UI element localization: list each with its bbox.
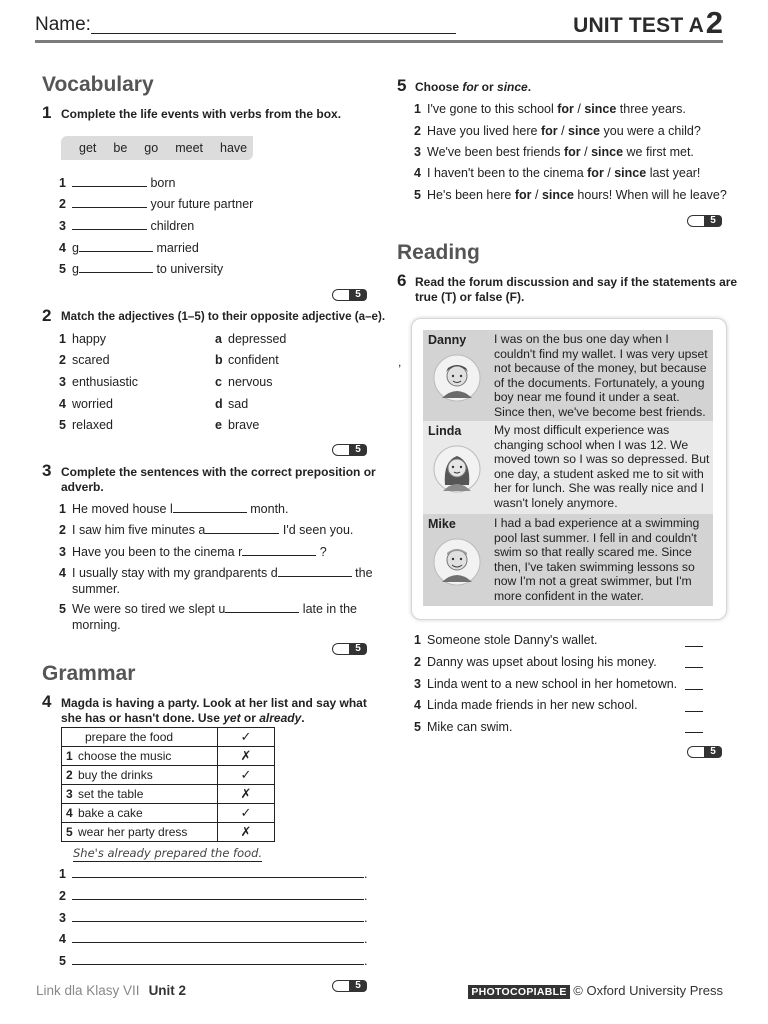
footer-series: Link dla Klasy VII Unit 2	[36, 983, 187, 998]
task3-item: 2 I saw him five minutes a I'd seen you.	[59, 523, 354, 537]
task6-instruction: Read the forum discussion and say if the statements are true (T) or false (F).	[415, 275, 738, 304]
answer-blank[interactable]	[205, 523, 279, 534]
task2-instruction: Match the adjectives (1–5) to their opposite adjective (a–e).	[61, 310, 386, 323]
party-list-table	[61, 727, 275, 842]
answer-line-row: 1 .	[59, 867, 368, 881]
word-box	[61, 136, 253, 160]
answer-blank[interactable]	[72, 867, 364, 878]
table-row: 4 bake a cake ✓	[62, 804, 275, 823]
stray-mark: ,	[398, 355, 402, 369]
statement-item: 1 Someone stole Danny's wallet.	[414, 633, 598, 647]
unit-number: 2	[705, 5, 723, 40]
example-answer: She's already prepared the food.	[73, 846, 263, 860]
choice-since[interactable]: since	[541, 188, 574, 202]
answer-blank[interactable]	[72, 197, 147, 208]
task5-item: 2 Have you lived here for / since you were a child?	[414, 124, 701, 138]
answer-blank[interactable]	[72, 176, 147, 187]
answer-blank[interactable]	[79, 262, 153, 273]
choice-for[interactable]: for	[514, 188, 532, 202]
task4-instruction: Magda is having a party. Look at her list and say what she has or hasn't done. Use yet or already.	[61, 696, 367, 725]
score-box: 5	[332, 643, 368, 654]
task3-item: 4 I usually stay with my grandparents d the summer.	[59, 566, 373, 596]
task1-instruction: Complete the life events with verbs from the box.	[61, 107, 342, 121]
statement-item: 3 Linda went to a new school in her hometown.	[414, 677, 678, 691]
word-box-item: have	[220, 141, 248, 155]
task5-item: 5 He's been here for / since hours! When will he leave?	[414, 188, 727, 202]
task5-number: 5	[397, 76, 407, 95]
task2-right-item: a depressed	[215, 332, 287, 346]
footer-unit: Unit 2	[148, 983, 187, 998]
tf-answer-blank[interactable]	[685, 646, 703, 647]
forum-post	[423, 514, 713, 606]
answer-line-row: 4 .	[59, 932, 368, 946]
table-row: 3 set the table ✗	[62, 785, 275, 804]
task2-right-item: b confident	[215, 353, 279, 367]
vocabulary-heading: Vocabulary	[42, 73, 154, 96]
tf-answer-blank[interactable]	[685, 711, 703, 712]
task1-item: 3 children	[59, 219, 195, 233]
task2-right-item: e brave	[215, 418, 260, 432]
task2-left-item: 3 enthusiastic	[59, 375, 139, 389]
post-text: I had a bad experience at a swimming pool last summer. I fell in and couldn't swim so that really scared me. Since then, I've taken swimming lessons so now I'm not a great swimmer, but I'm more confident in the water.	[494, 516, 700, 603]
statement-item: 2 Danny was upset about losing his money.	[414, 655, 657, 669]
answer-blank[interactable]	[72, 911, 364, 922]
task2-left-item: 2 scared	[59, 353, 110, 367]
answer-blank[interactable]	[242, 545, 316, 556]
avatar-man-icon	[433, 538, 481, 586]
table-row: 5 wear her party dress ✗	[62, 823, 275, 842]
choice-since[interactable]: since	[568, 124, 601, 138]
post-text: My most difficult experience was changing school when I was 12. We moved town so I was so depressed. But one day, a student asked me to sit with her for lunch. She was really nice and I wasn't lonely anymore.	[494, 423, 710, 510]
post-author: Danny	[428, 333, 467, 347]
forum-post	[423, 421, 713, 514]
task2-left-item: 4 worried	[59, 397, 113, 411]
unit-title: UNIT TEST A	[573, 14, 704, 37]
choice-for[interactable]: for	[563, 145, 581, 159]
answer-blank[interactable]	[79, 241, 153, 252]
answer-blank[interactable]	[72, 954, 364, 965]
score-box: 5	[687, 746, 723, 757]
table-row: 1 choose the music ✗	[62, 747, 275, 766]
answer-line-row: 2 .	[59, 889, 368, 903]
choice-since[interactable]: since	[584, 102, 617, 116]
score-box: 5	[332, 444, 368, 455]
choice-for[interactable]: for	[587, 166, 604, 180]
forum-post	[423, 330, 713, 421]
task5-instruction: Choose for or since.	[415, 80, 532, 94]
task5-item: 1 I've gone to this school for / since three years.	[414, 102, 686, 116]
task3-item: 3 Have you been to the cinema r ?	[59, 545, 327, 559]
task4-number: 4	[42, 692, 52, 711]
table-row: 2 buy the drinks ✓	[62, 766, 275, 785]
answer-blank[interactable]	[173, 502, 247, 513]
word-box-item: meet	[175, 141, 203, 155]
answer-blank[interactable]	[278, 566, 352, 577]
choice-for[interactable]: for	[540, 124, 558, 138]
name-label: Name:	[35, 14, 91, 35]
forum-panel	[411, 318, 727, 620]
task1-item: 2 your future partner	[59, 197, 254, 211]
word-box-item: be	[113, 141, 128, 155]
score-box: 5	[332, 980, 368, 991]
name-input-line[interactable]	[91, 33, 456, 34]
answer-blank[interactable]	[72, 219, 147, 230]
task2-right-item: d sad	[215, 397, 249, 411]
avatar-boy-icon	[433, 354, 481, 402]
tf-answer-blank[interactable]	[685, 667, 703, 668]
table-row: prepare the food ✓	[62, 728, 275, 747]
task1-number: 1	[42, 103, 52, 122]
task3-number: 3	[42, 461, 52, 480]
grammar-heading: Grammar	[42, 662, 136, 685]
answer-blank[interactable]	[72, 932, 364, 943]
post-author: Mike	[428, 517, 456, 531]
reading-heading: Reading	[397, 241, 480, 264]
answer-blank[interactable]	[225, 602, 299, 613]
tf-answer-blank[interactable]	[685, 689, 703, 690]
statement-item: 5 Mike can swim.	[414, 720, 513, 734]
score-box: 5	[332, 289, 368, 300]
post-text: I was on the bus one day when I couldn't find my wallet. I was very upset not because of the money, but because of the documents. Fortunately, a young boy near me found it under a seat. Since then, we've become best friends.	[494, 332, 708, 419]
answer-blank[interactable]	[72, 889, 364, 900]
choice-for[interactable]: for	[557, 102, 574, 116]
footer-copyright: PHOTOCOPIABLE © Oxford University Press	[468, 983, 723, 998]
post-author: Linda	[428, 424, 462, 438]
photocopiable-badge: PHOTOCOPIABLE	[468, 985, 569, 999]
answer-line-row: 3 .	[59, 911, 368, 925]
statement-item: 4 Linda made friends in her new school.	[414, 698, 638, 712]
task2-left-item: 1 happy	[59, 332, 107, 346]
score-box: 5	[687, 215, 723, 226]
task5-item: 3 We've been best friends for / since we first met.	[414, 145, 694, 159]
task3-instruction: Complete the sentences with the correct preposition or adverb.	[61, 465, 376, 494]
tf-answer-blank[interactable]	[685, 732, 703, 733]
task5-item: 4 I haven't been to the cinema for / since last year!	[414, 166, 701, 180]
task3-item: 5 We were so tired we slept u late in the morning.	[59, 602, 358, 632]
word-box-item: get	[79, 141, 97, 155]
task1-item: 5 g to university	[59, 262, 224, 276]
task1-item: 4 g married	[59, 241, 199, 255]
task1-item: 1 born	[59, 176, 176, 190]
task2-right-item: c nervous	[215, 375, 273, 389]
header-rule	[35, 40, 723, 43]
task6-number: 6	[397, 271, 407, 290]
answer-line-row: 5 .	[59, 954, 368, 968]
task2-number: 2	[42, 306, 52, 325]
choice-since[interactable]: since	[591, 145, 624, 159]
avatar-girl-icon	[433, 445, 481, 493]
task2-left-item: 5 relaxed	[59, 418, 113, 432]
word-box-item: go	[144, 141, 159, 155]
choice-since[interactable]: since	[614, 166, 647, 180]
task3-item: 1 He moved house l month.	[59, 502, 289, 516]
